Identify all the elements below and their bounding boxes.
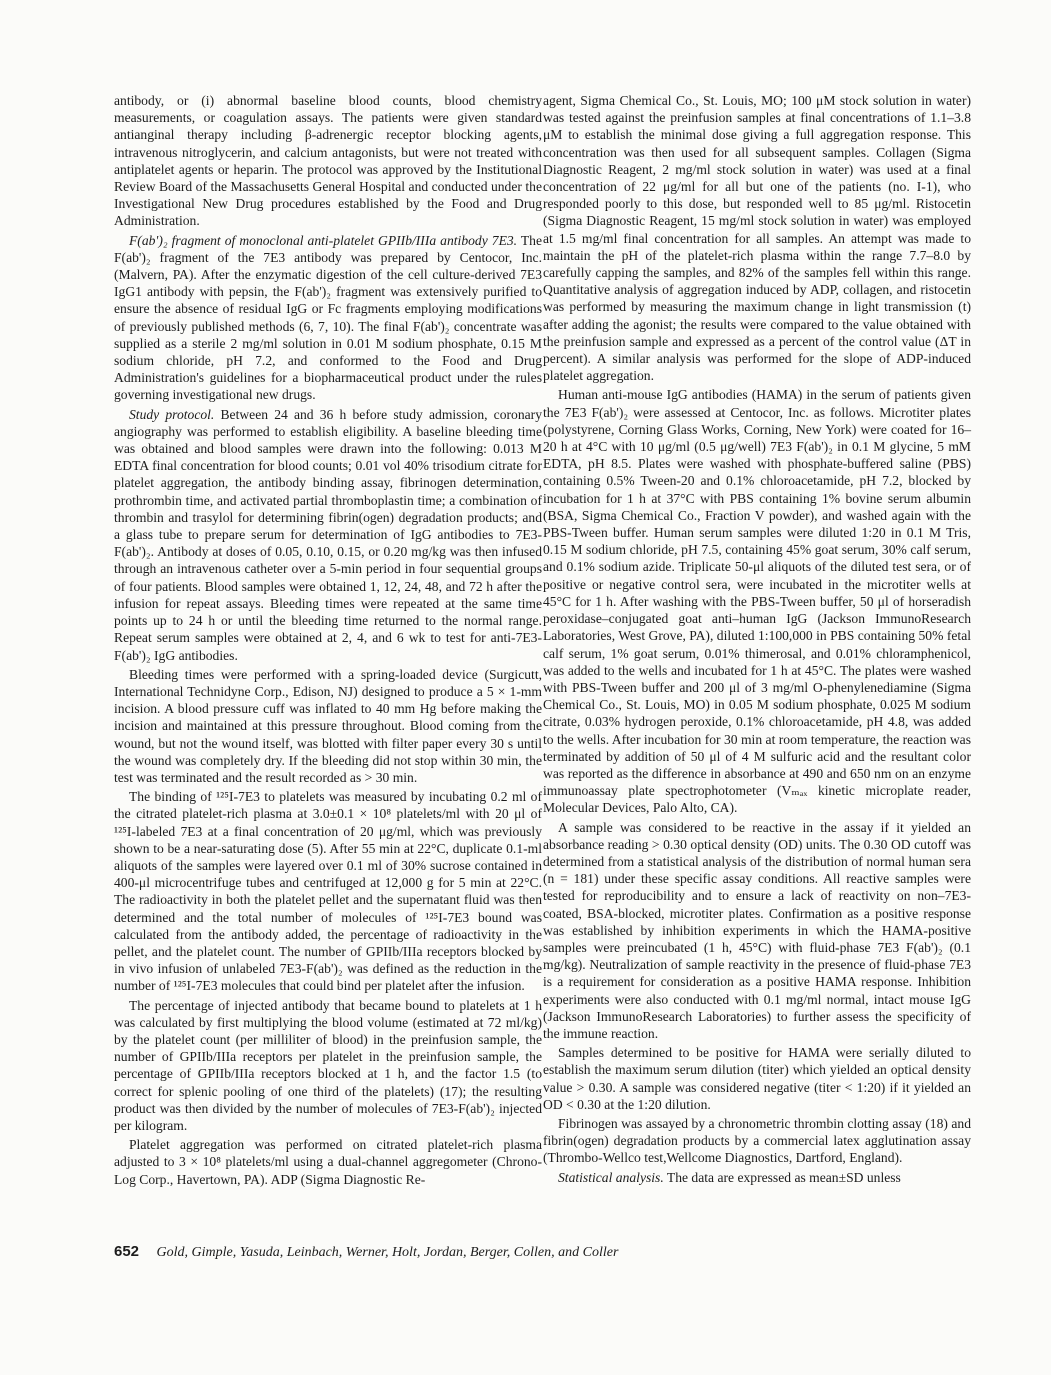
paragraph bbox=[114, 406, 542, 664]
paragraph: The percentage of injected antibody that became bound to platelets at 1 h was calculated by first multiplying the blood volume (estimated at 72 ml/kg) by the platelet count (per milliliter of blood) in the preinfusion sample, the number of GPIIb/IIIa receptors per platelet in the preinfusion sample, the percentage of GPIIb/IIIa receptors blocked at 1 h, and the factor 1.5 (to correct for splenic pooling of one third of the platelets) (17); the resulting product was then divided by the number of molecules of 7E3-F(ab')₂ injected per kilogram. bbox=[114, 997, 542, 1133]
paragraph: Fibrinogen was assayed by a chronometric thrombin clotting assay (18) and fibrin(ogen) degradation products by a commercial latex agglutination assay (Thrombo-Wellco test,Wellcome Diagnostics, Dartford, England). bbox=[543, 1115, 971, 1166]
paragraph: Platelet aggregation was performed on citrated platelet-rich plasma adjusted to 3 × 10⁸ platelets/ml using a dual-channel aggregometer (Chrono-Log Corp., Havertown, PA). ADP (Sigma Diagnostic Re- bbox=[114, 1137, 542, 1187]
paragraph: The binding of ¹²⁵I-7E3 to platelets was measured by incubating 0.2 ml of the citrated platelet-rich plasma at 3.0±0.1 × 10⁸ platelets/ml with 20 μl of ¹²⁵I-labeled 7E3 at a final concentration of 20 μg/ml, which was previously shown to be a near-saturating dose (5). After 55 min at 22°C, duplicate 0.1-ml aliquots of the samples were layered over 0.1 ml of 30% sucrose contained in 400-μl microcentrifuge tubes and centrifuged at 12,000 g for 5 min at 22°C. The radioactivity in both the platelet pellet and the supernatant fluid was then determined and the total number of molecules of ¹²⁵I-7E3 bound was calculated from the antibody added, the percentage of radioactivity in the pellet, and the platelet count. The number of GPIIb/IIIa receptors blocked by in vivo infusion of unlabeled 7E3-F(ab')₂ was defined as the reduction in the number of ¹²⁵I-7E3 molecules that could bind per platelet after the infusion. bbox=[114, 789, 542, 994]
paragraph bbox=[114, 232, 542, 404]
left-column bbox=[114, 92, 542, 1188]
paragraph-body: Between 24 and 36 h before study admission, coronary angiography was performed to establish eligibility. A baseline bleeding time was obtained and blood samples were drawn into the following: 0.013 M EDTA final concentration for blood counts; 0.01 vol 40% trisodium citrate for platelet aggregation, the antibody binding assay, fibrinogen determination, prothrombin time, and activated partial thromboplastin time; a combination of thrombin and trasylol for determining fibrin(ogen) degradation products; and a glass tube to prepare serum for determination of IgG antibodies to 7E3-F(ab')₂. Antibody at doses of 0.05, 0.10, 0.15, or 0.20 mg/kg was then infused through an intravenous catheter over a 5-min period in four sequential groups of four patients. Blood samples were obtained 1, 12, 24, 48, and 72 h after the infusion for repeat assays. Bleeding times were repeated at the same time points up to 24 h or until the bleeding time returned to the normal range. Repeat serum samples were obtained at 2, 4, and 6 wk to test for anti-7E3-F(ab')₂ IgG antibodies. bbox=[114, 406, 542, 663]
right-column bbox=[543, 92, 971, 1186]
section-heading: F(ab')₂ fragment of monoclonal anti-platelet GPIIb/IIIa antibody 7E3. bbox=[129, 232, 518, 248]
paragraph: A sample was considered to be reactive in the assay if it yielded an absorbance reading > 0.30 optical density (OD) units. The 0.30 OD cutoff was determined from a statistical analysis of the distribution of normal human sera (n = 181) under these specific assay conditions. All reactive samples were tested for reproducibility and to ensure a lack of reactivity on non–7E3-coated, BSA-blocked, microtiter plates. Confirmation as a positive response was established by inhibition experiments in which the HAMA-positive samples were preincubated (1 h, 45°C) with fluid-phase 7E3 F(ab')₂ (0.1 mg/kg). Neutralization of sample reactivity in the presence of fluid-phase 7E3 is a requirement for consideration as a positive HAMA response. Inhibition experiments were also conducted with 0.1 mg/ml normal, intact mouse IgG (Jackson ImmunoResearch Laboratories) to further assess the specificity of the immune reaction. bbox=[543, 819, 971, 1041]
section-heading: Statistical analysis. bbox=[558, 1169, 664, 1185]
paragraph bbox=[543, 1169, 971, 1186]
section-heading: Study protocol. bbox=[129, 406, 215, 422]
paragraph-body: The F(ab')₂ fragment of the 7E3 antibody was prepared by Centocor, Inc. (Malvern, PA). After the enzymatic digestion of the cell culture-derived 7E3 IgG1 antibody with pepsin, the F(ab')₂ fragment was extensively purified to ensure the absence of residual IgG or Fc fragments employing modifications of previously published methods (6, 7, 10). The final F(ab')₂ concentrate was supplied as a sterile 2 mg/ml solution in 0.01 M sodium phosphate, 0.15 M sodium chloride, pH 7.2, and conformed to the Food and Drug Administration's guidelines for a biopharmaceutical product under the rules governing investigational new drugs. bbox=[114, 232, 542, 403]
paragraph: Samples determined to be positive for HAMA were serially diluted to establish the maximum serum dilution (titer) which yielded an optical density value > 0.30. A sample was considered negative (titer < 1:20) if it yielded an OD < 0.30 at the 1:20 dilution. bbox=[543, 1045, 971, 1112]
paragraph: agent, Sigma Chemical Co., St. Louis, MO; 100 μM stock solution in water) was tested against the preinfusion samples at final concentrations of 1.1–3.8 μM to establish the minimal dose giving a full aggregation response. This concentration was then used for all subsequent samples. Collagen (Sigma Diagnostic Reagent, 2 mg/ml stock solution in water) was used at a final concentration of 22 μg/ml for all but one of the patients (no. I-1), who responded poorly to this dose, but responded well to 85 μg/ml. Ristocetin (Sigma Diagnostic Reagent, 15 mg/ml stock solution in water) was employed at 1.5 mg/ml final concentration for all samples. An attempt was made to maintain the pH of the platelet-rich plasma within the range 7.7–8.0 by carefully capping the samples, and 82% of the samples fell within this range. Quantitative analysis of aggregation induced by ADP, collagen, and ristocetin was performed by measuring the maximum change in light transmission (t) after adding the agonist; the results were compared to the value obtained with the preinfusion sample and expressed as a percent of the control value (ΔT in percent). A similar analysis was performed for the slope of ADP-induced platelet aggregation. bbox=[543, 93, 971, 384]
paragraph: antibody, or (i) abnormal baseline blood counts, blood chemistry measurements, or coagulation assays. The patients were given standard antianginal therapy including β-adrenergic receptor blocking agents, intravenous nitroglycerin, and calcium antagonists, but were not treated with antiplatelet agents or heparin. The protocol was approved by the Institutional Review Board of the Massachusetts General Hospital and conducted under the Investigational New Drug procedures established by the Food and Drug Administration. bbox=[114, 93, 542, 229]
page-number: 652 bbox=[114, 1243, 140, 1260]
page-footer bbox=[114, 1243, 974, 1261]
paragraph: Human anti-mouse IgG antibodies (HAMA) in the serum of patients given the 7E3 F(ab')₂ were assessed at Centocor, Inc. as follows. Microtiter plates (polystyrene, Corning Glass Works, Corning, New York) were coated for 16–20 h at 4°C with 10 μg/ml (0.5 μg/well) 7E3 F(ab')₂ in 0.1 M glycine, 5 mM EDTA, pH 8.5. Plates were washed with phosphate-buffered saline (PBS) containing 0.5% Tween-20 and 0.1% chloroacetamide, pH 7.2, blocked by incubation for 1 h at 37°C with PBS containing 1% bovine serum albumin (BSA, Sigma Chemical Co., Fraction V powder), and washed again with the PBS-Tween buffer. Human serum samples were diluted 1:20 in 0.1 M Tris, 0.15 M sodium chloride, pH 7.5, containing 45% goat serum, 30% calf serum, and 0.1% sodium azide. Triplicate 50-μl aliquots of the diluted test sera, or of positive or negative control sera, were incubated in the microtiter wells at 45°C for 1 h. After washing with the PBS-Tween buffer, 50 μl of horseradish peroxidase–conjugated goat anti–human IgG (Jackson ImmunoResearch Laboratories, West Grove, PA), diluted 1:100,000 in PBS containing 50% fetal calf serum, 1% goat serum, 0.01% thimerosal, and 0.01% chloramphenicol, was added to the wells and incubated for 1 h at 45°C. The plates were washed with PBS-Tween buffer and 200 μl of 3 mg/ml O-phenylenediamine (Sigma Chemical Co., St. Louis, MO) in 0.05 M sodium phosphate, 0.025 M sodium citrate, 0.03% hydrogen peroxide, 0.1% chloroacetamide, pH 4.8, was added to the wells. After incubation for 30 min at room temperature, the reaction was terminated by addition of 50 μl of 4 M sulfuric acid and the resultant color was reported as the difference in absorbance at 490 and 650 nm on an enzyme immunoassay plate spectrophotometer (Vₘₐₓ kinetic microplate reader, Molecular Devices, Palo Alto, CA). bbox=[543, 387, 971, 816]
paragraph: Bleeding times were performed with a spring-loaded device (Surgicutt, International Technidyne Corp., Edison, NJ) designed to produce a 5 × 1-mm incision. A blood pressure cuff was inflated to 40 mm Hg before making the incision and maintained at this pressure throughout. Blood coming from the wound, but not the wound itself, was blotted with filter paper every 30 s until the wound was completely dry. If the bleeding did not stop within 30 min, the test was terminated and the result recorded as > 30 min. bbox=[114, 666, 542, 785]
running-authors: Gold, Gimple, Yasuda, Leinbach, Werner, Holt, Jordan, Berger, Collen, and Coller bbox=[156, 1245, 619, 1260]
paragraph-body: The data are expressed as mean±SD unless bbox=[663, 1169, 901, 1185]
